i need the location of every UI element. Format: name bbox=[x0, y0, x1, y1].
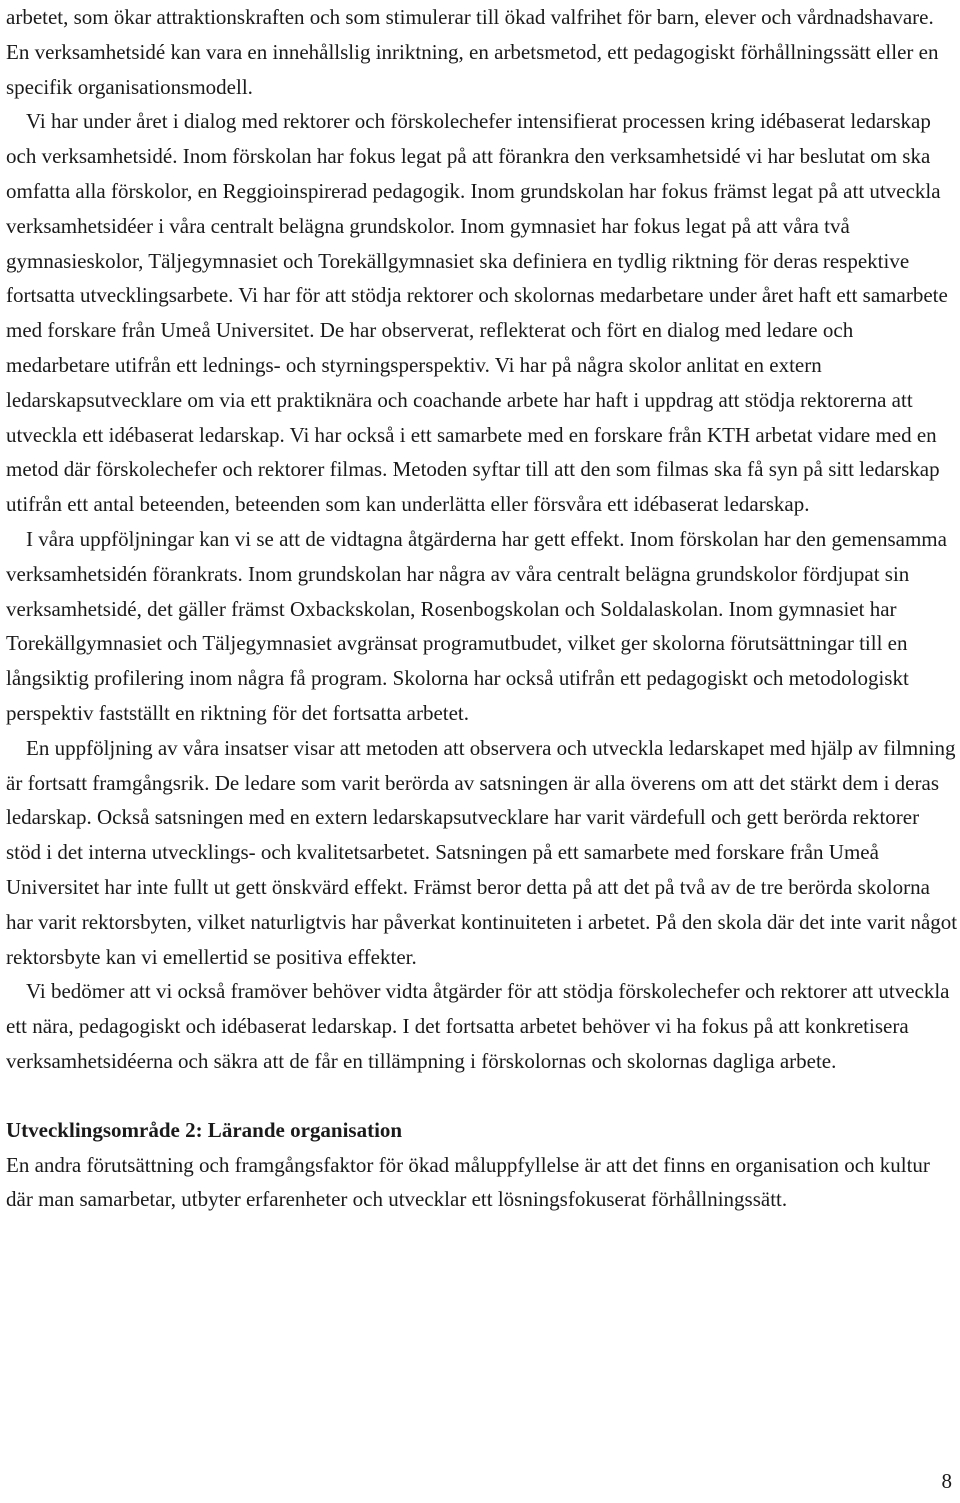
body-paragraph: En uppföljning av våra insatser visar att metoden att observera och utveckla ledarskapet med hjälp av filmning är fortsatt framgångsrik. De ledare som varit berörda av satsningen är alla överens om att det stärkt dem i deras ledarskap. Också satsningen med en extern ledarskapsutvecklare har varit värdefull och gett berörda rektorer stöd i det interna utvecklings- och kvalitetsarbetet. Satsningen på ett samarbete med forskare från Umeå Universitet har inte fullt ut gett önskvärd effekt. Främst beror detta på att det på två av de tre berörda skolorna har varit rektorsbyten, vilket naturligtvis har påverkat kontinuiteten i arbetet. På den skola där det inte varit något rektorsbyte kan vi emellertid se positiva effekter. bbox=[6, 735, 958, 969]
body-paragraph: I våra uppföljningar kan vi se att de vidtagna åtgärderna har gett effekt. Inom förskolan har den gemensamma verksamhetsidén förankrats. Inom grundskolan har några av våra centralt belägna grundskolor fördjupat sin verksamhetsidé, det gäller främst Oxbackskolan, Rosenbogskolan och Soldalaskolan. Inom gymnasiet har Torekällgymnasiet och Täljegymnasiet avgränsat programutbudet, vilket ger skolorna förutsättningar till en långsiktig profilering inom några få program. Skolorna har också utifrån ett pedagogiskt och metodologiskt perspektiv fastställt en riktning för det fortsatta arbetet. bbox=[6, 526, 947, 725]
section-paragraph: En andra förutsättning och framgångsfaktor för ökad måluppfyllelse är att det finns en organisation och kultur där man samarbetar, utbyter erfarenheter och utvecklar ett lösningsfokuserat förhållningssätt. bbox=[6, 1152, 930, 1212]
section-heading: Utvecklingsområde 2: Lärande organisation bbox=[6, 1117, 403, 1142]
body-paragraph: Vi har under året i dialog med rektorer och förskolechefer intensifierat processen kring idébaserat ledarskap och verksamhetsidé. Inom förskolan har fokus legat på att förankra den verksamhetsidé vi har beslutat om ska omfatta alla förskolor, en Reggioinspirerad pedagogik. Inom grundskolan har fokus främst legat på att utveckla verksamhetsidéer i våra centralt belägna grundskolor. Inom gymnasiet har fokus legat på att våra två gymnasieskolor, Täljegymnasiet och Torekällgymnasiet ska definiera en tydlig riktning för deras respektive fortsatta utvecklingsarbete. Vi har för att stödja rektorer och skolornas medarbetare under året haft ett samarbete med forskare från Umeå Universitet. De har observerat, reflekterat och fört en dialog med ledare och medarbetare utifrån ett lednings- och styrningsperspektiv. Vi har på några skolor anlitat en extern ledarskapsutvecklare om via ett praktiknära och coachande arbete har haft i uppdrag att stödja rektorerna att utveckla ett idébaserat ledarskap. Vi har också i ett samarbete med en forskare från KTH arbetat vidare med en metod där förskolechefer och rektorer filmas. Metoden syftar till att den som filmas ska få syn på sitt ledarskap utifrån ett antal beteenden, beteenden som kan underlätta eller försvåra ett idébaserat ledarskap. bbox=[6, 109, 948, 517]
page-number: 8 bbox=[941, 1469, 952, 1493]
body-paragraph: Vi bedömer att vi också framöver behöver vidta åtgärder för att stödja förskolechefer och rektorer att utveckla ett nära, pedagogiskt och idébaserat ledarskap. I det fortsatta arbetet behöver vi ha fokus på att konkretisera verksamhetsidéerna och säkra att de får en tillämpning i förskolornas och skolornas dagliga arbete. bbox=[6, 979, 950, 1073]
document-page bbox=[6, 0, 958, 1217]
body-paragraph: arbetet, som ökar attraktionskraften och som stimulerar till ökad valfrihet för barn, elever och vårdnadshavare. En verksamhetsidé kan vara en innehållslig inriktning, en arbetsmetod, ett pedagogiskt förhållningssätt eller en specifik organisationsmodell. bbox=[6, 5, 939, 99]
